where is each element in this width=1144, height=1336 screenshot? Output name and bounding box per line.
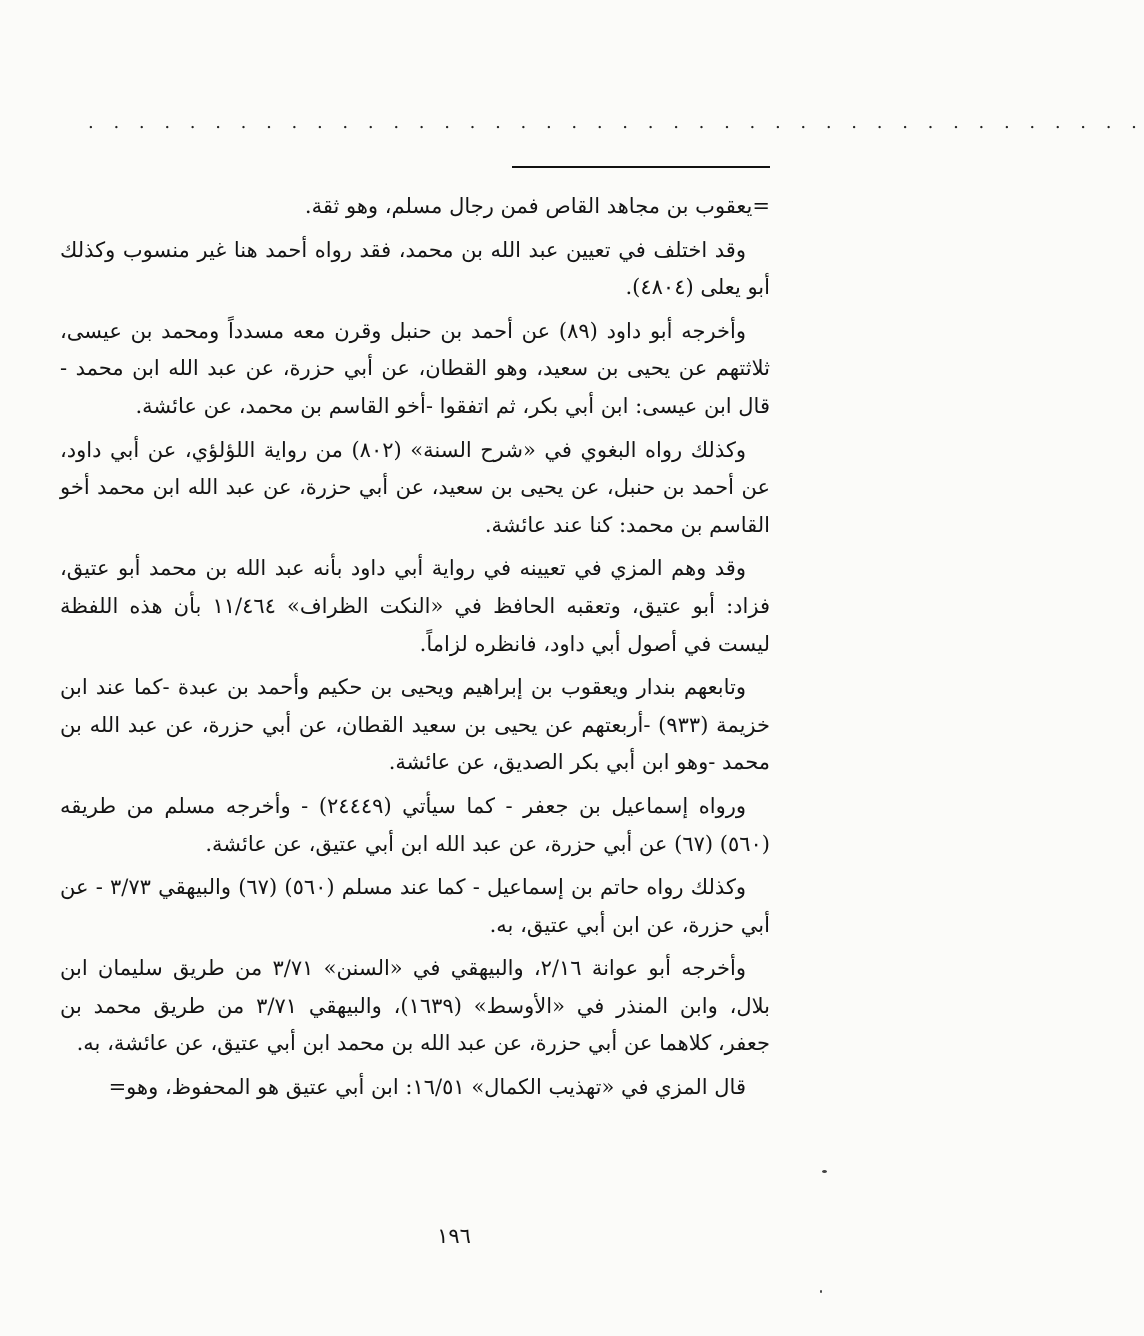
paragraph-7: ورواه إسماعيل بن جعفر - كما سيأتي (٢٤٤٤٩) - وأخرجه مسلم من طريقه (٥٦٠) (٦٧) عن أبي حزرة، عن عبد الله ابن أبي عتيق، عن عائشة. <box>60 793 770 856</box>
paragraph-6: وتابعهم بندار ويعقوب بن إبراهيم ويحيى بن حكيم وأحمد بن عبدة -كما عند ابن خزيمة (٩٣٣) -أربعتهم عن يحيى بن سعيد القطان، عن أبي حزرة، عن عبد الله بن محمد -وهو ابن أبي بكر الصديق، عن عائشة. <box>60 675 770 775</box>
separator-dots: . . . . . . . . . . . . . . . . . . . . . . . . . . . . . . . . . . . . . . . . . . <box>88 112 1144 133</box>
scan-speck <box>822 1170 827 1173</box>
footnote-text <box>60 188 770 1113</box>
paragraph-5: وقد وهم المزي في تعيينه في رواية أبي داود بأنه عبد الله بن محمد أبو عتيق، فزاد: أبو عتيق، وتعقبه الحافظ في «النكت الظراف» ١١/٤٦٤ بأن هذه اللفظة ليست في أصول أبي داود، فانظره لزاماً. <box>60 556 770 656</box>
paragraph-9: وأخرجه أبو عوانة ٢/١٦، والبيهقي في «السنن» ٣/٧١ من طريق سليمان ابن بلال، وابن المنذر في «الأوسط» (١٦٣٩)، والبيهقي ٣/٧١ من طريق محمد بن جعفر، كلاهما عن أبي حزرة، عن عبد الله بن محمد ابن أبي عتيق، عن عائشة، به. <box>60 956 770 1056</box>
paragraph-3: وأخرجه أبو داود (٨٩) عن أحمد بن حنبل وقرن معه مسدداً ومحمد بن عيسى، ثلاثتهم عن يحيى بن سعيد، وهو القطان، عن أبي حزرة، عن عبد الله ابن محمد - قال ابن عيسى: ابن أبي بكر، ثم اتفقوا -أخو القاسم بن محمد، عن عائشة. <box>60 318 770 418</box>
paragraph-8: وكذلك رواه حاتم بن إسماعيل - كما عند مسلم (٥٦٠) (٦٧) والبيهقي ٣/٧٣ - عن أبي حزرة، عن ابن أبي عتيق، به. <box>60 875 770 937</box>
scan-speck <box>820 1290 822 1293</box>
footnote-rule <box>512 166 770 168</box>
paragraph-1: =يعقوب بن مجاهد القاص فمن رجال مسلم، وهو ثقة. <box>304 194 770 218</box>
paragraph-4: وكذلك رواه البغوي في «شرح السنة» (٨٠٢) من رواية اللؤلؤي، عن أبي داود، عن أحمد بن حنبل، عن يحيى بن سعيد، عن أبي حزرة، عن عبد الله ابن محمد أخو القاسم بن محمد: كنا عند عائشة. <box>60 437 770 537</box>
paragraph-10: قال المزي في «تهذيب الكمال» ١٦/٥١: ابن أبي عتيق هو المحفوظ، وهو= <box>108 1075 746 1100</box>
paragraph-2: وقد اختلف في تعيين عبد الله بن محمد، فقد رواه أحمد هنا غير منسوب وكذلك أبو يعلى (٤٨٠٤). <box>60 237 770 300</box>
page-number: ١٩٦ <box>437 1224 471 1248</box>
